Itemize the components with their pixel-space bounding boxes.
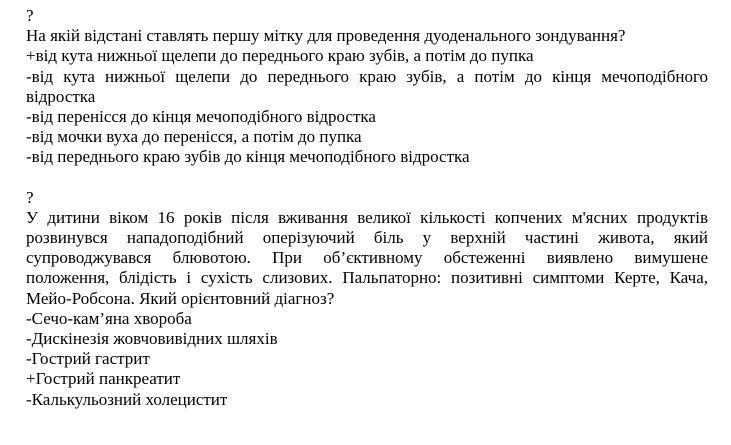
answer-option: -від переднього краю зубів до кінця мечоподібного відростка [26,147,470,167]
answer-option: -Гострий гастрит [26,349,150,369]
question-text-line: Мейо-Робсона. Який орієнтовний діагноз? [26,288,335,308]
answer-option: -від кута нижньої щелепи до переднього краю зубів, а потім до кінця мечоподібного [26,66,708,86]
answer-option-correct: +Гострий панкреатит [26,369,181,389]
document-body [26,6,708,410]
answer-option: -Дискінезія жовчовивідних шляхів [26,329,278,348]
spacer [26,168,708,188]
answer-option: -від перенісся до кінця мечоподібного відростка [26,106,376,126]
question-marker: ? [26,187,34,207]
question-text-line: супроводжувався блювотою. При об’єктивному обстеженні виявлено вимушене [26,248,708,268]
question-marker: ? [26,6,34,25]
answer-option-correct: +від кута нижньої щелепи до переднього краю зубів, а потім до пупка [26,46,534,66]
answer-option: -від мочки вуха до перенісся, а потім до пупка [26,127,362,147]
question-text-line: розвинувся нападоподібний оперізуючий біль у верхній частині живота, який [26,228,708,248]
answer-option: -Сечо-кам’яна хвороба [26,308,192,328]
answer-option: -Калькульозний холецистит [26,389,228,409]
question-text-line: У дитини віком 16 років після вживання великої кількості копчених м'ясних продуктів [26,207,708,227]
question-text: На якій відстані ставлять першу мітку для проведення дуоденального зондування? [26,26,626,46]
answer-option-continuation: відростка [26,86,96,106]
question-text-line: положення, блідість і сухість слизових. Пальпаторно: позитивні симптоми Керте, Кача, [26,268,708,288]
